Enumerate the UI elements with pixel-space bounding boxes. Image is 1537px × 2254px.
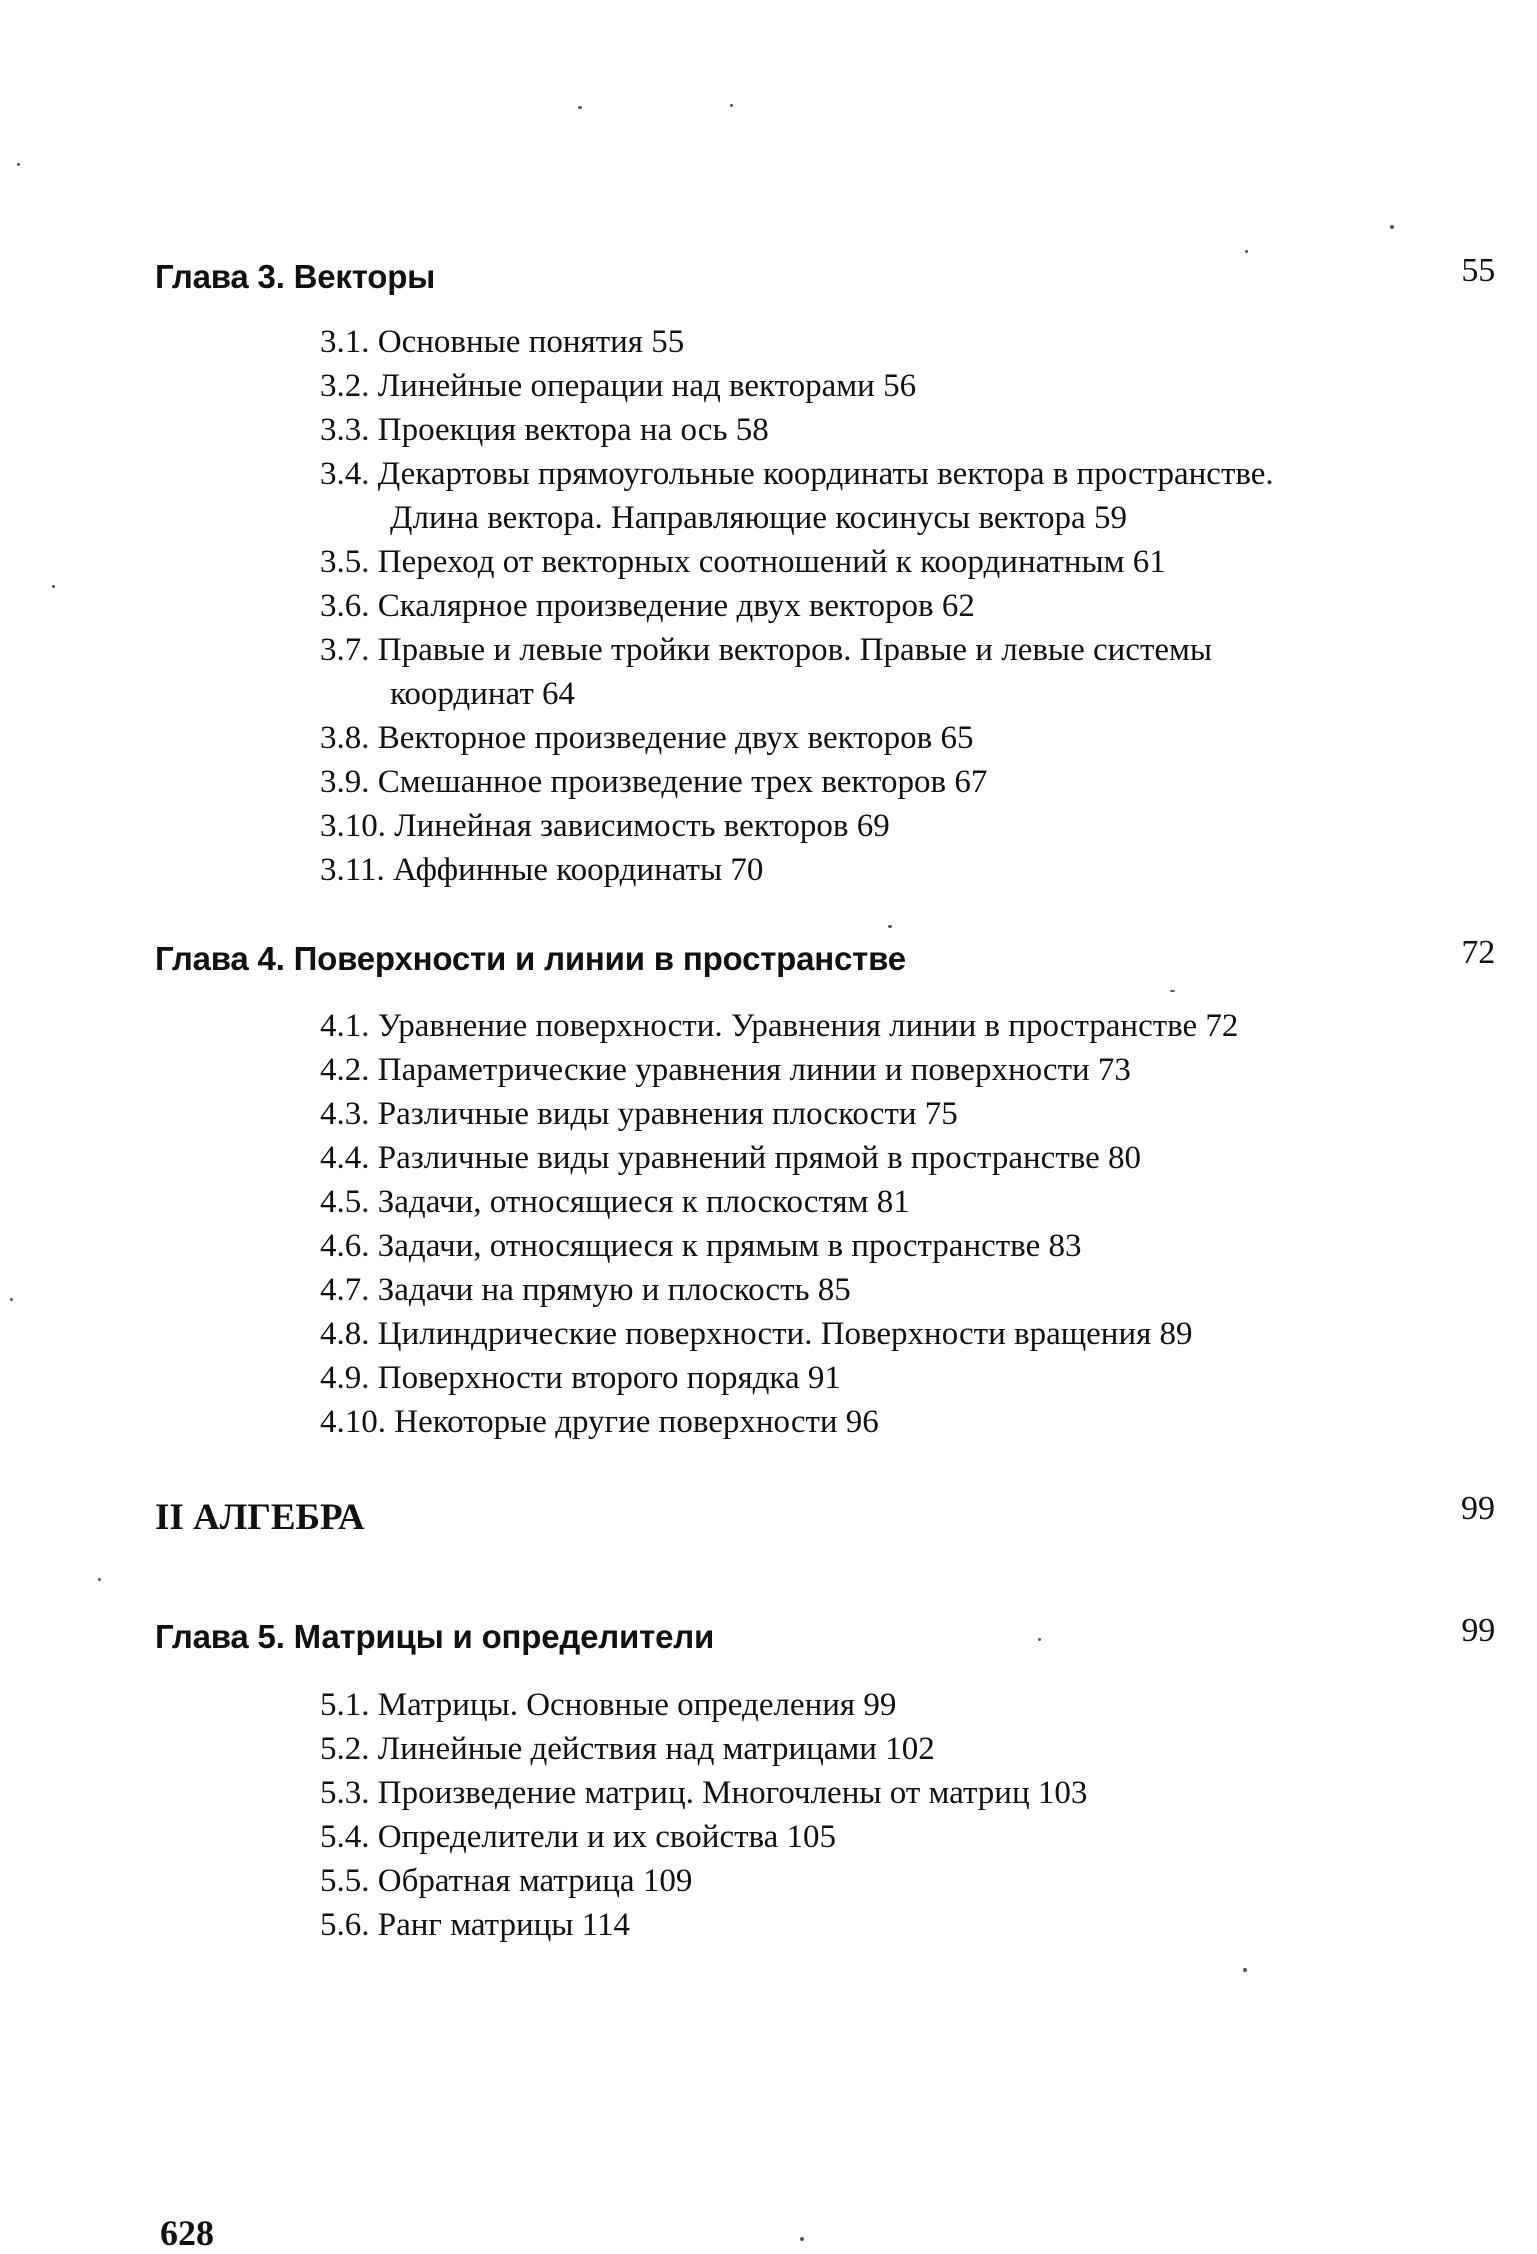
- chapter-page-number: 72: [1461, 934, 1495, 971]
- part-title: II АЛГЕБРА: [155, 1497, 365, 1538]
- toc-entry-continuation: Длина вектора. Направляющие косинусы вектора 59: [390, 500, 1127, 536]
- page-number: 628: [160, 2213, 214, 2253]
- scan-speck: [888, 925, 892, 928]
- toc-entry: 5.2. Линейные действия над матрицами 102: [320, 1731, 935, 1767]
- toc-entry: 3.10. Линейная зависимость векторов 69: [320, 808, 890, 844]
- toc-entry: 4.6. Задачи, относящиеся к прямым в пространстве 83: [320, 1228, 1082, 1264]
- toc-entry: 3.4. Декартовы прямоугольные координаты вектора в пространстве.: [320, 456, 1274, 492]
- scan-speck: [10, 1298, 13, 1301]
- toc-entry: 3.11. Аффинные координаты 70: [320, 852, 764, 888]
- toc-entry: 4.5. Задачи, относящиеся к плоскостям 81: [320, 1184, 910, 1220]
- scan-speck: [1245, 250, 1248, 253]
- toc-entry: 3.5. Переход от векторных соотношений к координатным 61: [320, 544, 1166, 580]
- toc-entry-continuation: координат 64: [390, 676, 575, 712]
- part-page-number: 99: [1461, 1490, 1495, 1527]
- toc-entry: 5.1. Матрицы. Основные определения 99: [320, 1687, 897, 1723]
- toc-entry: 3.8. Векторное произведение двух векторов 65: [320, 720, 974, 756]
- scan-speck: [578, 106, 582, 109]
- toc-entry: 4.4. Различные виды уравнений прямой в пространстве 80: [320, 1140, 1142, 1176]
- toc-entry: 5.4. Определители и их свойства 105: [320, 1819, 837, 1855]
- scan-speck: [52, 585, 55, 588]
- toc-entry: 4.1. Уравнение поверхности. Уравнения линии в пространстве 72: [320, 1008, 1239, 1044]
- toc-entry: 3.6. Скалярное произведение двух векторов 62: [320, 588, 975, 624]
- chapter-5-entries: [320, 1683, 1430, 1947]
- scan-speck: [1390, 225, 1394, 229]
- toc-entry: 4.2. Параметрические уравнения линии и поверхности 73: [320, 1052, 1131, 1088]
- chapter-title: Глава 3. Векторы: [155, 258, 436, 295]
- scan-speck: [98, 1578, 101, 1581]
- scan-speck: [1243, 1968, 1247, 1972]
- toc-entry: 5.6. Ранг матрицы 114: [320, 1907, 630, 1943]
- scan-speck: [17, 163, 20, 166]
- toc-entry: 3.7. Правые и левые тройки векторов. Правые и левые системы: [320, 632, 1213, 668]
- chapter-page-number: 55: [1461, 252, 1495, 289]
- toc-entry: 5.3. Произведение матриц. Многочлены от матриц 103: [320, 1775, 1088, 1811]
- chapter-page-number: 99: [1461, 1612, 1495, 1649]
- chapter-3-entries: [320, 320, 1430, 892]
- toc-entry: 3.9. Смешанное произведение трех векторов 67: [320, 764, 988, 800]
- toc-entry: 5.5. Обратная матрица 109: [320, 1863, 693, 1899]
- chapter-title: Глава 4. Поверхности и линии в пространстве: [155, 940, 906, 977]
- toc-entry: 3.3. Проекция вектора на ось 58: [320, 412, 769, 448]
- toc-entry: 3.1. Основные понятия 55: [320, 324, 685, 360]
- scan-speck: [1170, 990, 1175, 992]
- chapter-title: Глава 5. Матрицы и определители: [155, 1618, 715, 1655]
- toc-entry: 4.3. Различные виды уравнения плоскости 75: [320, 1096, 958, 1132]
- toc-entry: 4.9. Поверхности второго порядка 91: [320, 1360, 841, 1396]
- toc-entry: 4.10. Некоторые другие поверхности 96: [320, 1404, 879, 1440]
- toc-entry: 4.8. Цилиндрические поверхности. Поверхности вращения 89: [320, 1316, 1193, 1352]
- toc-entry: 3.2. Линейные операции над векторами 56: [320, 368, 917, 404]
- toc-entry: 4.7. Задачи на прямую и плоскость 85: [320, 1272, 851, 1308]
- chapter-4-entries: [320, 1004, 1430, 1444]
- scan-speck: [800, 2237, 804, 2241]
- scan-speck: [1038, 1638, 1041, 1641]
- scan-speck: [730, 104, 733, 107]
